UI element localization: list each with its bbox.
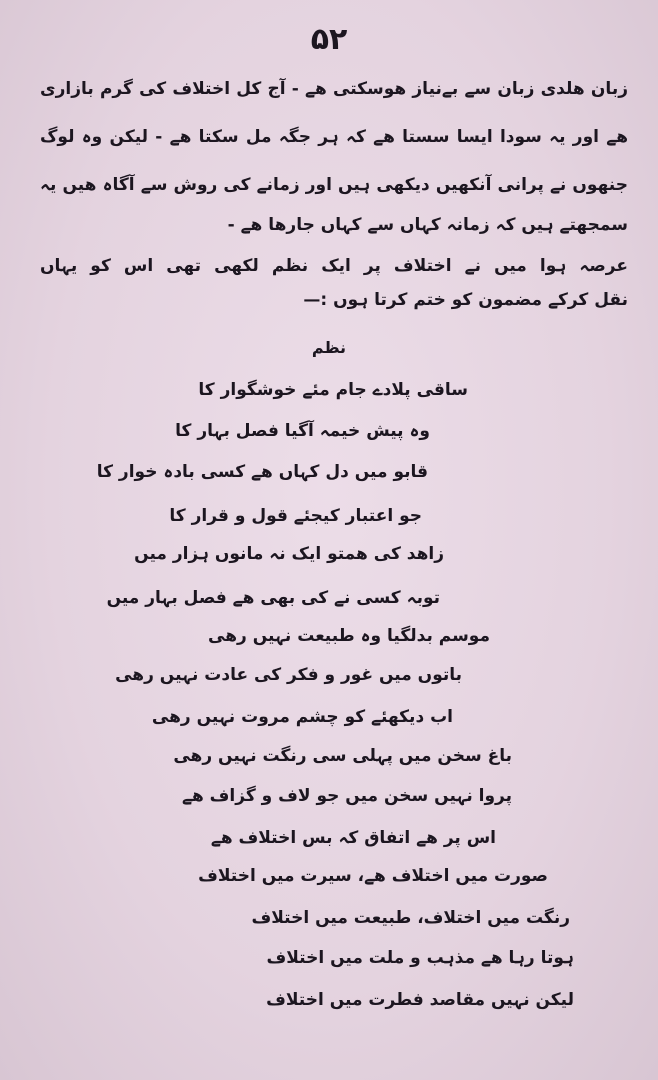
paragraph-line: جنھوں نے پرانی آنکھیں دیکھی ہیں اور زمانے کی روش سے آگاہ ھیں یہ [40,175,628,195]
poem-line: پروا نہیں سخن میں جو لاف و گزاف ھے [182,786,512,806]
page-number: ۵۲ [310,22,348,57]
poem-line: اب دیکھئے کو چشم مروت نہیں رھی [151,707,453,727]
paragraph-line: زبان هلدی زبان سے بےنیاز هوسکتی ھے - آج کل اختلاف کی گرم بازاری [40,79,628,99]
poem-line: ساقی پلادے جام مئے خوشگوار کا [198,380,468,400]
poem-line: توبہ کسی نے کی بھی ھے فصل بہار میں [106,588,440,608]
poem-line: اس پر ھے اتفاق کہ بس اختلاف ھے [210,828,496,848]
paragraph-line: ھے اور یہ سودا ایسا سستا ھے کہ ہر جگہ مل سکتا ھے - لیکن وہ لوگ [40,127,628,147]
poem-line: موسم بدلگیا وہ طبیعت نہیں رھی [208,626,490,646]
paragraph-line: عرصہ ہوا میں نے اختلاف پر ایک نظم لکھی تھی اس کو یہاں [40,256,628,276]
poem-line: باغ سخن میں پہلی سی رنگت نہیں رھی [173,746,512,766]
paragraph-line: سمجھتے ہیں کہ زمانہ کہاں سے کہاں جارھا ھے - [227,215,628,235]
poem-line: زاھد کی ھمتو ایک نہ مانوں ہزار میں [134,544,444,564]
poem-line: جو اعتبار کیجئے قول و قرار کا [169,506,422,526]
poem-line: ہوتا رہا ھے مذہب و ملت میں اختلاف [266,948,574,968]
paragraph-line: نقل کرکے مضمون کو ختم کرتا ہوں :— [303,290,628,310]
poem-heading: نظم [311,338,347,357]
poem-line: رنگت میں اختلاف، طبیعت میں اختلاف [251,908,570,928]
poem-line: باتوں میں غور و فکر کی عادت نہیں رھی [115,665,462,685]
poem-line: وہ پیش خیمہ آگیا فصل بہار کا [175,421,430,441]
poem-line: لیکن نہیں مقاصد فطرت میں اختلاف [266,990,574,1010]
poem-line: قابو میں دل کہاں ھے کسی بادہ خوار کا [96,462,428,482]
poem-line: صورت میں اختلاف ھے، سیرت میں اختلاف [198,866,548,886]
